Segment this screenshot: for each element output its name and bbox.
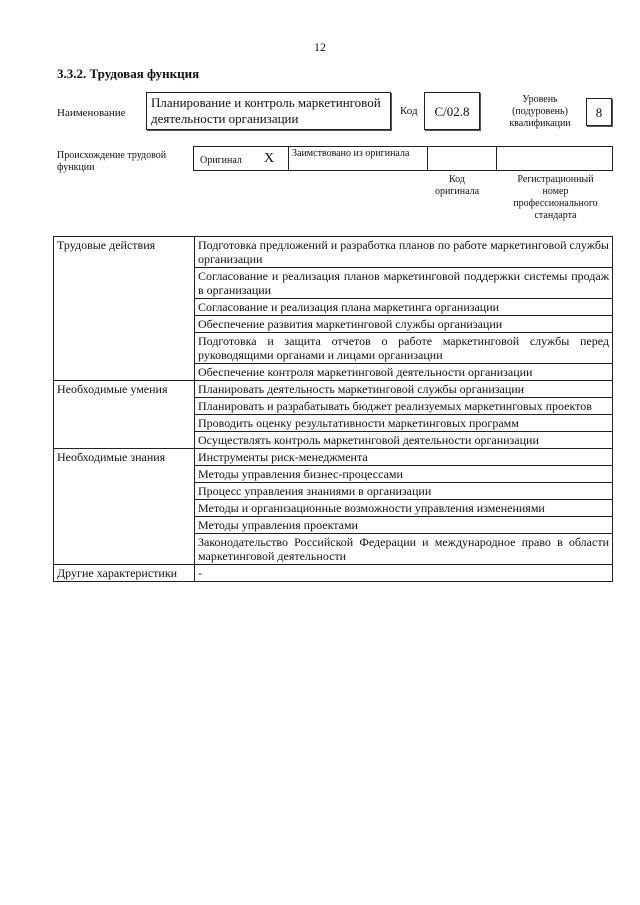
group-label: Необходимые знания: [54, 449, 195, 565]
origin-row: [193, 146, 613, 171]
table-item: Методы и организационные возможности управления изменениями: [195, 500, 613, 517]
origin-label-line-1: Происхождение трудовой: [57, 150, 167, 161]
group-label: Необходимые умения: [54, 381, 195, 449]
original-code-cell: [427, 146, 497, 171]
table-item: Осуществлять контроль маркетинговой деятельности организации: [195, 432, 613, 449]
registration-number-cell: [496, 146, 613, 171]
table-item: Процесс управления знаниями в организации: [195, 483, 613, 500]
table-row: [54, 381, 613, 398]
registration-caption-line-4: стандарта: [534, 210, 577, 221]
function-name-box: [146, 92, 391, 130]
level-box: [586, 98, 612, 126]
original-mark: X: [264, 151, 275, 166]
level-value: 8: [595, 105, 603, 120]
table-item: Проводить оценку результативности маркетинговых программ: [195, 415, 613, 432]
table-item: Методы управления бизнес-процессами: [195, 466, 613, 483]
table-row: [54, 237, 613, 268]
level-label-line-3: квалификации: [509, 118, 571, 129]
registration-caption-line-2: номер: [542, 186, 569, 197]
table-item: Планировать и разрабатывать бюджет реализуемых маркетинговых проектов: [195, 398, 613, 415]
table-item: Инструменты риск-менеджмента: [195, 449, 613, 466]
function-table: [53, 236, 613, 582]
original-code-caption-line-1: Код: [449, 174, 465, 185]
table-item: Обеспечение контроля маркетинговой деятельности организации: [195, 364, 613, 381]
code-label: Код: [400, 105, 418, 117]
name-label: Наименование: [57, 107, 126, 119]
original-code-caption-line-2: оригинала: [434, 186, 480, 197]
registration-caption: [497, 174, 614, 222]
table-row: [54, 565, 613, 582]
code-box: [424, 92, 480, 130]
level-label-line-1: Уровень: [522, 94, 558, 105]
table-item: Подготовка и защита отчетов о работе маркетинговой службы перед руководящими органами и лицами организации: [195, 333, 613, 364]
registration-caption-line-1: Регистрационный: [517, 174, 594, 185]
group-label: Трудовые действия: [54, 237, 195, 381]
original-cell: [193, 146, 289, 171]
registration-caption-line-3: профессионального: [513, 198, 598, 209]
level-label: [497, 94, 583, 130]
origin-label: [57, 150, 166, 174]
origin-label-line-2: функции: [57, 162, 95, 173]
original-code-caption: [422, 174, 492, 198]
level-label-line-2: (подуровень): [512, 106, 568, 117]
table-item: Планировать деятельность маркетинговой службы организации: [195, 381, 613, 398]
borrowed-label: Заимствовано из оригинала: [292, 148, 410, 159]
table-item: Подготовка предложений и разработка планов по работе маркетинговой службы организации: [195, 237, 613, 268]
page-number: 12: [314, 40, 326, 54]
table-item: Согласование и реализация плана маркетинга организации: [195, 299, 613, 316]
group-label: Другие характеристики: [54, 565, 195, 582]
table-item: Согласование и реализация планов маркетинговой поддержки системы продаж в организации: [195, 268, 613, 299]
code-value: C/02.8: [434, 104, 470, 119]
table-item: -: [195, 565, 613, 582]
table-item: Методы управления проектами: [195, 517, 613, 534]
original-label: Оригинал: [200, 155, 242, 166]
borrowed-cell: [288, 146, 428, 171]
table-row: [54, 449, 613, 466]
table-item: Законодательство Российской Федерации и международное право в области маркетинговой деятельности: [195, 534, 613, 565]
table-item: Обеспечение развития маркетинговой службы организации: [195, 316, 613, 333]
section-title: 3.3.2. Трудовая функция: [57, 66, 200, 81]
function-name-value: Планирование и контроль маркетинговой деятельности организации: [151, 95, 381, 126]
